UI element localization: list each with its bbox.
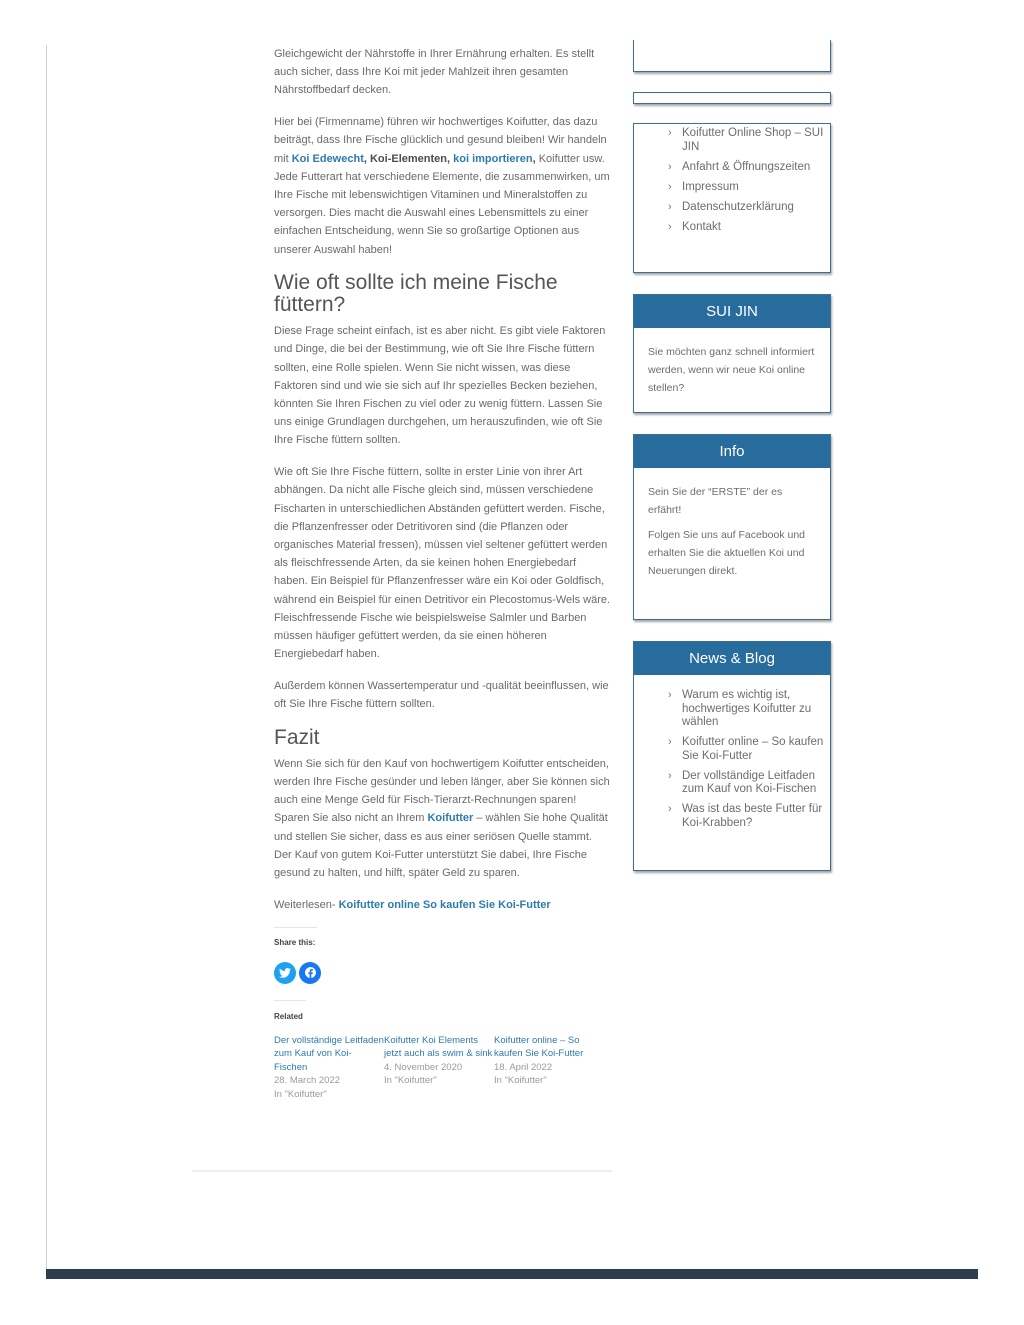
chevron-right-icon: ›: [668, 803, 672, 815]
related-posts: [274, 1034, 612, 1102]
chevron-right-icon: ›: [668, 200, 672, 213]
menu-item-impressum[interactable]: › Impressum: [668, 180, 739, 193]
article-paragraph: Gleichgewicht der Nährstoffe in Ihrer Ernährung erhalten. Es stellt auch sicher, dass Ihre Koi mit jeder Mahlzeit ihren gesamten Nährstoffbedarf decken.: [274, 48, 595, 97]
chevron-right-icon: ›: [668, 127, 672, 139]
read-more-paragraph: Weiterlesen- Koifutter online So kaufen Sie Koi-Futter: [274, 898, 551, 911]
related-post: [384, 1034, 494, 1102]
related-post: [494, 1034, 604, 1102]
menu-item-shop[interactable]: › Koifutter Online Shop – SUI JIN: [668, 127, 824, 153]
pages-menu: [634, 127, 830, 234]
koi-edewecht-link[interactable]: Koi Edewecht: [291, 152, 364, 165]
related-post-category: In "Koifutter": [384, 1075, 437, 1087]
related-post-date: 28. March 2022: [274, 1075, 341, 1087]
menu-item-datenschutz[interactable]: › Datenschutzerklärung: [668, 200, 794, 213]
news-item[interactable]: › Der vollständige Leitfaden zum Kauf von Koi-Fischen: [668, 769, 817, 795]
koi-elementen-text: Koi-Elementen: [369, 152, 447, 165]
chevron-right-icon: ›: [668, 180, 672, 193]
sidebar-widget-top: [633, 40, 831, 72]
chevron-right-icon: ›: [668, 220, 672, 233]
article-content: [274, 45, 612, 1101]
widget-text: Folgen Sie uns auf Facebook und erhalten Sie die aktuellen Koi und Neuerungen direkt.: [648, 529, 806, 577]
news-list: [634, 689, 830, 830]
share-buttons: [274, 962, 612, 984]
footer-bar: [46, 1269, 978, 1279]
twitter-icon[interactable]: [274, 962, 296, 984]
related-post-link[interactable]: Koifutter online – So kaufen Sie Koi-Futter: [494, 1034, 584, 1060]
koi-importieren-link[interactable]: koi importieren: [453, 152, 533, 165]
content-divider: [192, 1170, 612, 1172]
related-post-link[interactable]: Koifutter Koi Elements jetzt auch als swim & sink: [384, 1034, 493, 1060]
section-heading-fazit: Fazit: [274, 725, 320, 749]
related-post: [274, 1034, 384, 1102]
suijin-widget: [633, 294, 831, 413]
page-left-border: [46, 45, 47, 1279]
article-paragraph: Wie oft Sie Ihre Fische füttern, sollte in erster Linie von ihrer Art abhängen. Da nicht alle Fische gleich sind, müssen verschiedene Fischarten in unterschiedlichen Abständen gefüttert werden. Fische, die Pflanzenfresser oder Detritivoren sind (die Pflanzen oder organisches Material fressen), müssen viel seltener gefüttert werden als fleischfressende Arten, da sie keinen hohen Energiebedarf haben. Ein Beispiel für Pflanzenfresser wäre ein Koi oder Goldfisch, während ein Beispiel für einen Detritivor ein Plecostomus-Wels wäre. Fleischfressende Fische wie beispielsweise Salmler und Barben müssen häufiger gefüttert werden, da sie einen höheren Energiebedarf haben.: [274, 466, 611, 661]
section-heading-feeding: Wie oft sollte ich meine Fische füttern?: [274, 271, 558, 317]
chevron-right-icon: ›: [668, 689, 672, 701]
article-paragraph: Wenn Sie sich für den Kauf von hochwertigem Koifutter entscheiden, werden Ihre Fische gesünder und leben länger, aber Sie können sich auch eine Menge Geld für Fisch-Tierarzt-Rechnungen sparen! Sparen Sie also nicht an Ihrem Koifutter – wählen Sie hohe Qualität und stellen Sie sicher, dass es aus einer seriösen Quelle stammt. Der Kauf von gutem Koi-Futter unterstützt Sie dabei, Ihre Fische gesund zu halten, und hilft, später Geld zu sparen.: [274, 757, 610, 880]
article-paragraph: Außerdem können Wassertemperatur und -qualität beeinflussen, wie oft Sie Ihre Fische füttern sollten.: [274, 679, 609, 711]
widget-title: News & Blog: [634, 642, 830, 675]
related-post-date: 18. April 2022: [494, 1061, 553, 1073]
widget-text: Sein Sie der “ERSTE” der es erfährt!: [648, 486, 783, 516]
news-widget: [633, 641, 831, 871]
news-item[interactable]: › Warum es wichtig ist, hochwertiges Koifutter zu wählen: [668, 689, 812, 728]
widget-title: Info: [634, 435, 830, 468]
related-title: Related: [274, 1000, 306, 1026]
widget-text: Sie möchten ganz schnell informiert werden, wenn wir neue Koi online stellen?: [648, 346, 815, 394]
facebook-icon[interactable]: [299, 962, 321, 984]
news-item[interactable]: › Was ist das beste Futter für Koi-Krabben?: [668, 803, 823, 829]
sidebar-widget-empty: [633, 92, 831, 104]
menu-item-kontakt[interactable]: › Kontakt: [668, 220, 721, 233]
news-item[interactable]: › Koifutter online – So kaufen Sie Koi-Futter: [668, 736, 824, 762]
related-post-date: 4. November 2020: [384, 1061, 463, 1073]
read-more-link[interactable]: Koifutter online So kaufen Sie Koi-Futter: [338, 898, 551, 911]
related-post-link[interactable]: Der vollständige Leitfaden zum Kauf von Koi-Fischen: [274, 1034, 384, 1073]
info-widget: [633, 434, 831, 620]
widget-title: SUI JIN: [634, 295, 830, 328]
article-paragraph: Diese Frage scheint einfach, ist es aber nicht. Es gibt viele Faktoren und Dinge, die bei der Bestimmung, wie oft Sie Ihre Fische füttern sollten, eine Rolle spielen. Wenn Sie nicht wissen, was diese Faktoren sind und wie sie sich auf Ihr spezielles Becken beziehen, könnten Sie Ihren Fischen zu viel oder zu wenig füttern. Lassen Sie uns einige Grundlagen durchgehen, um herauszufinden, wie oft Sie Ihre Fische füttern sollten.: [274, 325, 606, 447]
menu-item-anfahrt[interactable]: › Anfahrt & Öffnungszeiten: [668, 160, 811, 173]
pages-menu-widget: [633, 123, 831, 273]
related-post-category: In "Koifutter": [274, 1088, 327, 1100]
chevron-right-icon: ›: [668, 736, 672, 748]
chevron-right-icon: ›: [668, 769, 672, 782]
related-post-category: In "Koifutter": [494, 1075, 547, 1087]
chevron-right-icon: ›: [668, 160, 672, 173]
koifutter-link[interactable]: Koifutter: [427, 812, 474, 825]
share-title: Share this:: [274, 927, 317, 952]
article-paragraph: Hier bei (Firmenname) führen wir hochwertiges Koifutter, das dazu beiträgt, dass Ihre Fische glücklich und gesund bleiben! Wir handeln mit Koi Edewecht, Koi-Elementen, koi importieren, Koifutter usw. Jede Futterart hat verschiedene Elemente, die zusammenwirken, um Ihre Fische mit lebenswichtigen Vitaminen und Mineralstoffen zu versorgen. Dies macht die Auswahl eines Lebensmittels zu einer einfachen Entscheidung, wenn Sie so großartige Optionen aus unserer Auswahl haben!: [274, 116, 610, 256]
